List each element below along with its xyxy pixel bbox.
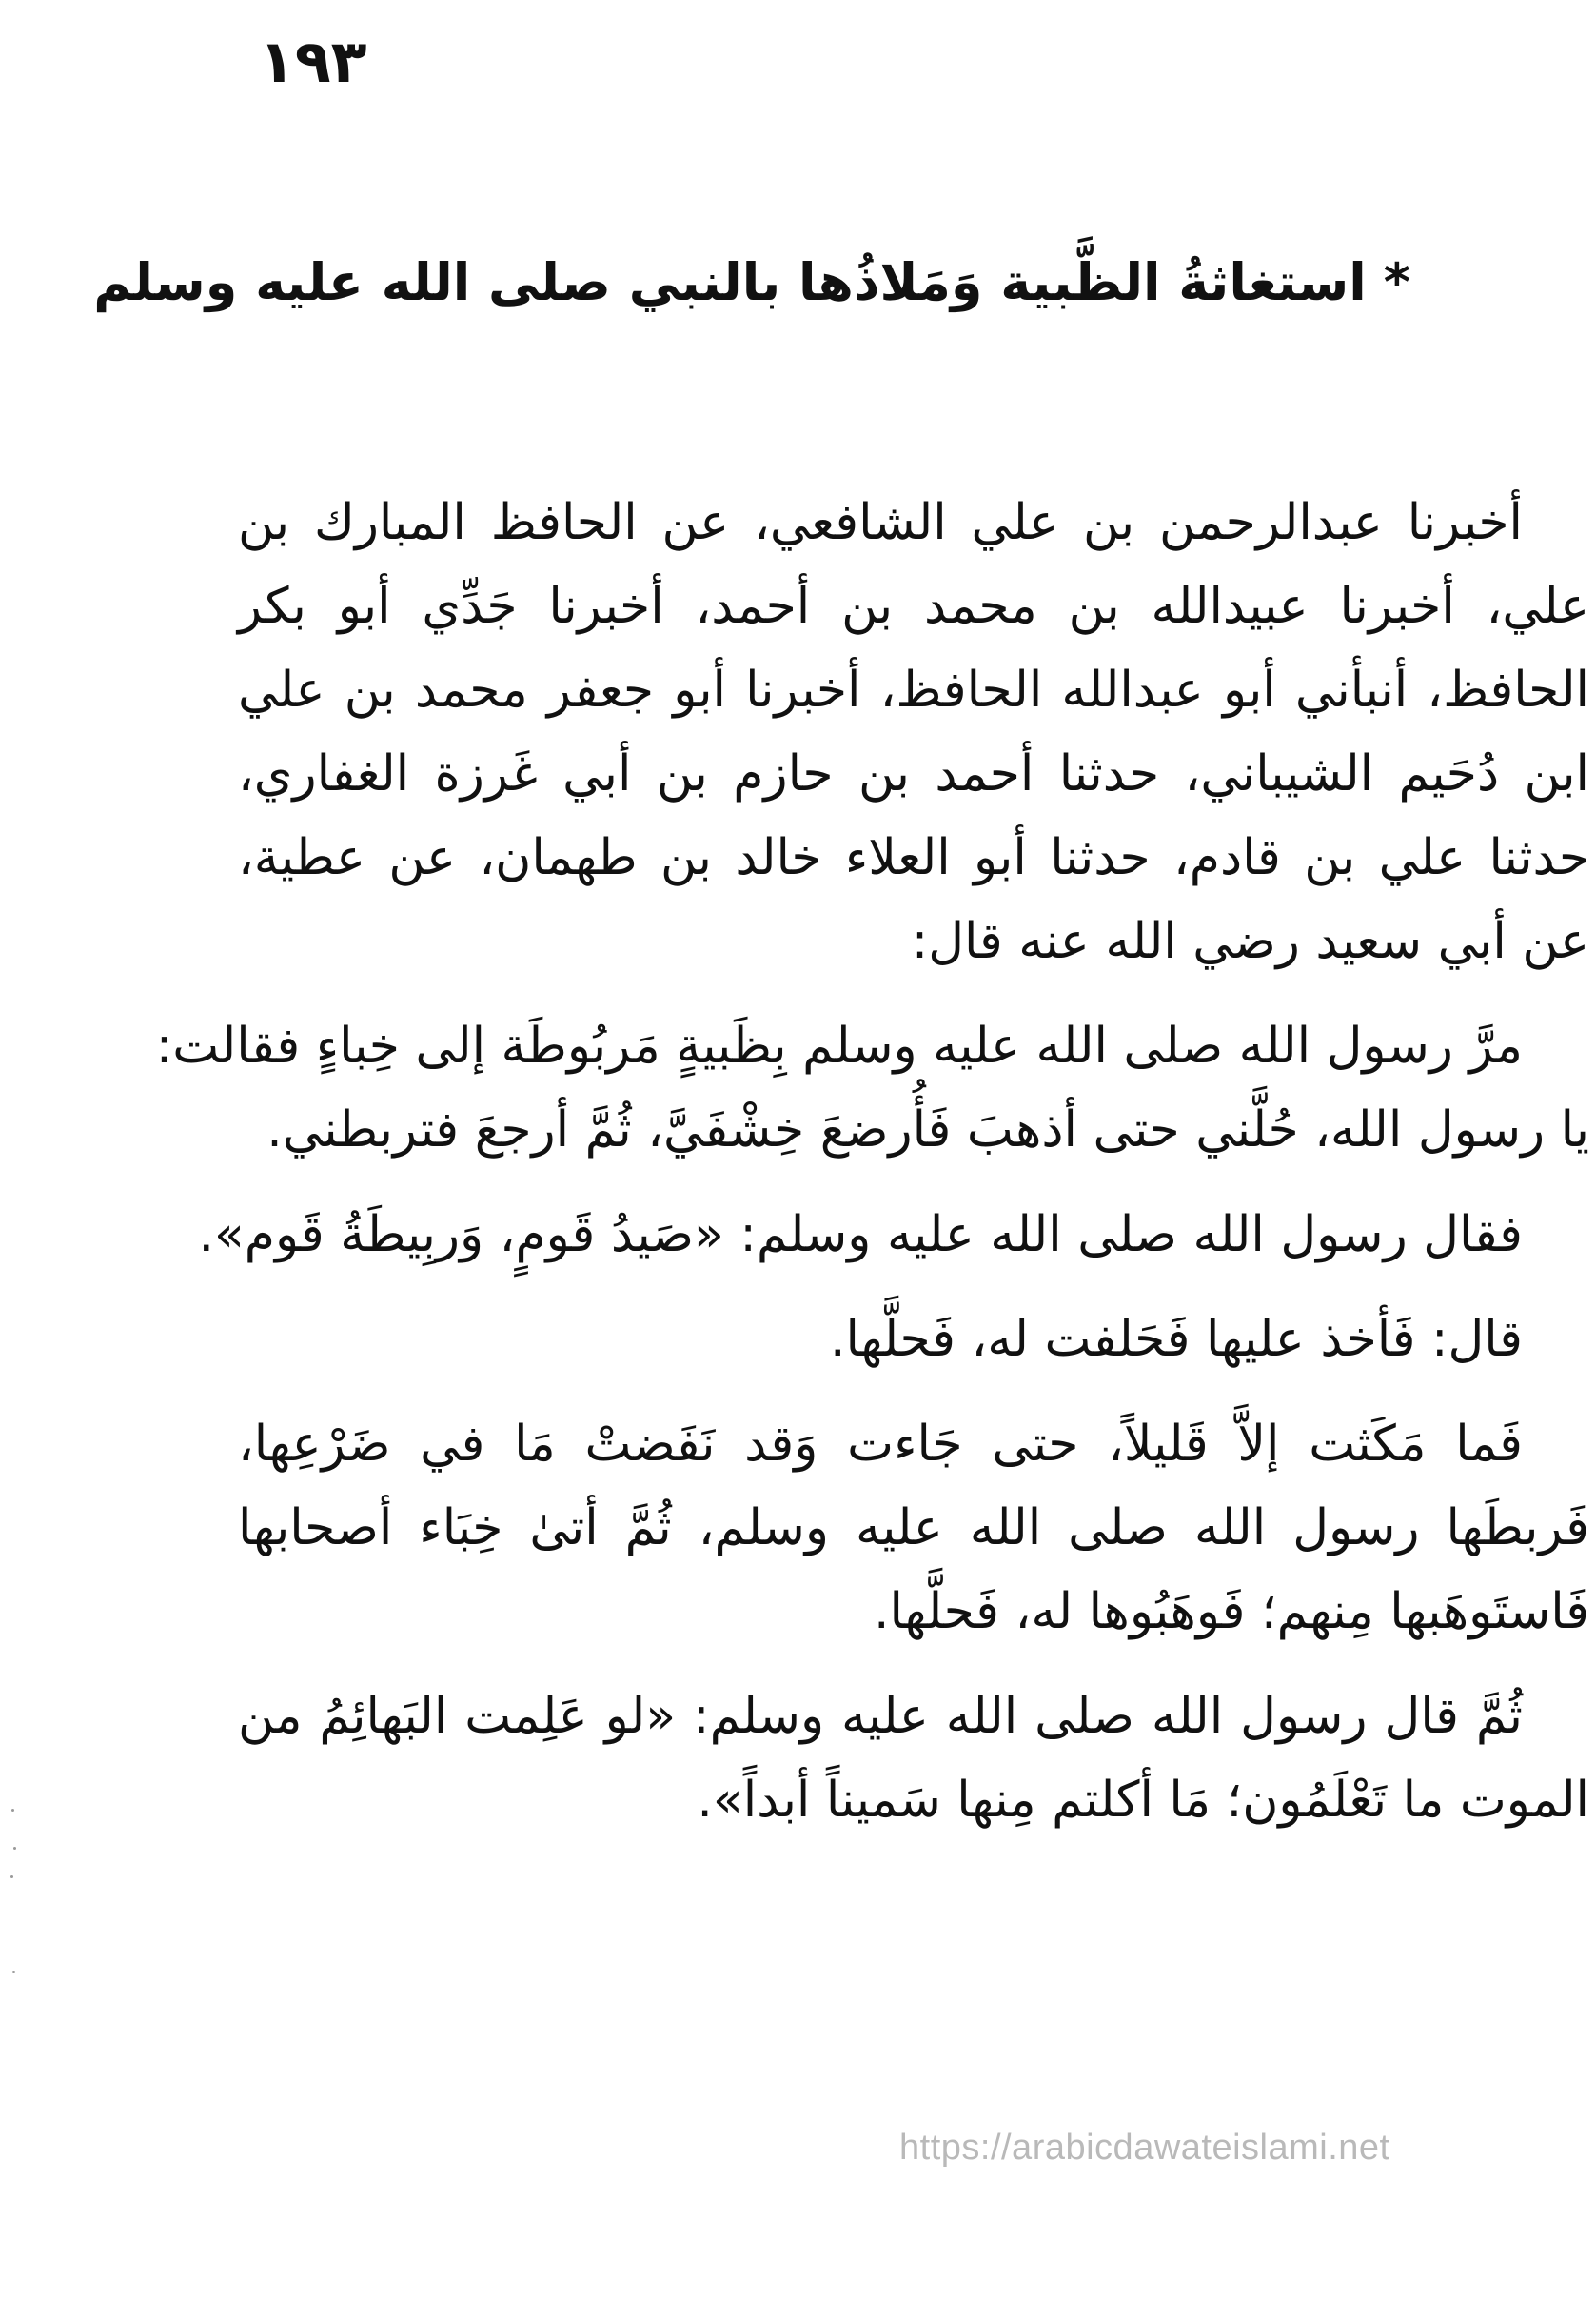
paragraph [238,481,1589,983]
body-text [155,481,1589,1863]
scan-margin-specks [10,1809,17,1999]
text-line: أخبرنا عبدالرحمن بن علي الشافعي، عن الحافظ المبارك بن [238,494,1523,551]
paragraph [155,1004,1589,1172]
text-line: فَربطَها رسول الله صلى الله عليه وسلم، ثُمَّ أتىٰ خِبَاء أصحابها [238,1499,1589,1556]
watermark-url: https://arabicdawateislami.net [899,2128,1390,2168]
text-line: مرَّ رسول الله صلى الله عليه وسلم بِظَبيةٍ مَربُوطَة إلى خِباءٍ فقالت: [155,1018,1523,1075]
text-line: الحافظ، أنبأني أبو عبدالله الحافظ، أخبرنا أبو جعفر محمد بن علي [238,662,1589,719]
heading-star-marker: * [1383,252,1410,312]
heading-text: استغاثةُ الظَّبية وَمَلاذُها بالنبي صلى الله عليه وسلم [93,252,1367,312]
scan-speck [10,1875,13,1878]
scan-speck [11,1809,14,1812]
text-line: قال: فَأخذ عليها فَحَلفت له، فَحلَّها. [829,1311,1523,1368]
paragraph [238,1675,1589,1842]
text-line: علي، أخبرنا عبيدالله بن محمد بن أحمد، أخبرنا جَدِّي أبو بكر [238,578,1589,635]
section-heading [93,252,1410,312]
text-line: حدثنا علي بن قادم، حدثنا أبو العلاء خالد بن طهمان، عن عطية، [238,829,1589,886]
scan-speck [13,1847,16,1850]
text-line: الموت ما تَعْلَمُون؛ مَا أكلتم مِنها سَميناً أبداً». [697,1772,1589,1829]
text-line: فَاستَوهَبها مِنهم؛ فَوهَبُوها له، فَحلَّها. [874,1583,1589,1640]
text-line: ثُمَّ قال رسول الله صلى الله عليه وسلم: «لو عَلِمت البَهائِمُ من [238,1688,1523,1745]
scan-speck [12,1971,15,1973]
text-line: فَما مَكَثت إلاَّ قَليلاً، حتى جَاءت وَقد نَفَضتْ مَا في ضَرْعِها، [238,1416,1523,1473]
text-line: فقال رسول الله صلى الله عليه وسلم: «صَيدُ قَومٍ، وَربِيطَةُ قَوم». [198,1206,1523,1263]
text-line: عن أبي سعيد رضي الله عنه قال: [911,913,1589,970]
paragraph [198,1193,1589,1277]
page-number: ١٩٣ [259,27,367,96]
paragraph [238,1402,1589,1654]
text-line: ابن دُحَيم الشيباني، حدثنا أحمد بن حازم بن أبي غَرزة الغفاري، [238,745,1589,803]
paragraph [238,1298,1589,1381]
text-line: يا رسول الله، حُلَّني حتى أذهبَ فَأُرضعَ خِشْفَيَّ، ثُمَّ أرجعَ فتربطني. [266,1101,1589,1159]
